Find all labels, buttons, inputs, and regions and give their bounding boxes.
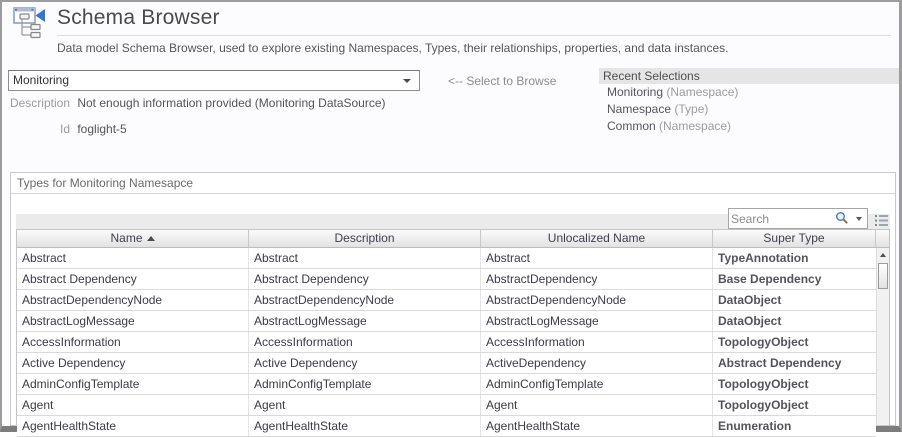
description-line bbox=[8, 96, 386, 110]
cell-name: AgentHealthState bbox=[17, 416, 249, 436]
cell-unlocalized-name: AccessInformation bbox=[481, 332, 713, 352]
recent-selection-item[interactable] bbox=[599, 118, 899, 135]
cell-super-type: Enumeration bbox=[718, 419, 792, 433]
cell-description: AccessInformation bbox=[249, 332, 481, 352]
types-table bbox=[16, 229, 890, 433]
cell-unlocalized-name: Agent bbox=[481, 395, 713, 415]
scroll-up-icon[interactable] bbox=[877, 248, 889, 262]
cell-unlocalized-name: AdminConfigTemplate bbox=[481, 374, 713, 394]
cell-unlocalized-name: AgentHealthState bbox=[481, 416, 713, 436]
search-input[interactable] bbox=[731, 210, 829, 227]
namespace-combobox[interactable] bbox=[8, 70, 420, 91]
recent-item-kind: (Type) bbox=[671, 102, 709, 116]
cell-description: AbstractLogMessage bbox=[249, 311, 481, 331]
cell-description: AbstractDependencyNode bbox=[249, 290, 481, 310]
search-options-arrow-icon[interactable] bbox=[856, 217, 862, 221]
cell-description: AdminConfigTemplate bbox=[249, 374, 481, 394]
header-filler bbox=[876, 230, 889, 248]
table-row[interactable] bbox=[17, 248, 876, 269]
cell-name: Abstract bbox=[17, 248, 249, 268]
table-row[interactable] bbox=[17, 269, 876, 290]
id-label: Id bbox=[59, 122, 70, 136]
table-header-row bbox=[17, 230, 889, 248]
cell-super-type: TopologyObject bbox=[718, 398, 809, 412]
cell-unlocalized-name: ActiveDependency bbox=[481, 353, 713, 373]
cell-name: Active Dependency bbox=[17, 353, 249, 373]
table-customizer-icon[interactable] bbox=[874, 214, 889, 227]
page-description: Data model Schema Browser, used to explore existing Namespaces, Types, their relationships, properties, and data instances. bbox=[57, 41, 729, 55]
recent-selection-item[interactable] bbox=[599, 84, 899, 101]
cell-description: Active Dependency bbox=[249, 353, 481, 373]
column-header-description[interactable]: Description bbox=[249, 230, 481, 248]
cell-super-type: DataObject bbox=[718, 314, 782, 328]
column-header-name[interactable] bbox=[17, 230, 249, 248]
table-row[interactable] bbox=[17, 332, 876, 353]
sort-ascending-icon bbox=[147, 236, 155, 241]
cell-unlocalized-name: Abstract bbox=[481, 248, 713, 268]
recent-item-kind: (Namespace) bbox=[655, 119, 732, 133]
cell-description: Abstract Dependency bbox=[249, 269, 481, 289]
recent-item-name: Namespace bbox=[607, 102, 672, 116]
column-header-label: Name bbox=[110, 231, 143, 245]
description-value: Not enough information provided (Monitoring DataSource) bbox=[77, 96, 386, 110]
description-label: Description bbox=[9, 96, 70, 110]
recent-selections-list bbox=[599, 84, 899, 135]
cell-description: AgentHealthState bbox=[249, 416, 481, 436]
combobox-value: Monitoring bbox=[13, 73, 70, 87]
cell-super-type: Base Dependency bbox=[718, 272, 822, 286]
cell-description: Abstract bbox=[249, 248, 481, 268]
recent-selection-item[interactable] bbox=[599, 101, 899, 118]
table-row[interactable] bbox=[17, 416, 876, 437]
cell-description: Agent bbox=[249, 395, 481, 415]
schema-browser-icon bbox=[12, 6, 46, 40]
cell-super-type: Abstract Dependency bbox=[718, 356, 842, 370]
cell-name: AbstractLogMessage bbox=[17, 311, 249, 331]
types-panel-title: Types for Monitoring Namesapce bbox=[11, 173, 895, 194]
recent-item-name: Common bbox=[607, 119, 656, 133]
types-table-body bbox=[17, 248, 889, 433]
id-value: foglight-5 bbox=[77, 122, 127, 136]
page-title: Schema Browser bbox=[57, 6, 220, 29]
cell-unlocalized-name: AbstractLogMessage bbox=[481, 311, 713, 331]
column-header-super-type[interactable]: Super Type bbox=[713, 230, 876, 248]
table-row[interactable] bbox=[17, 374, 876, 395]
recent-selections-header: Recent Selections bbox=[599, 68, 899, 84]
types-panel bbox=[10, 172, 896, 433]
cell-super-type: DataObject bbox=[718, 293, 782, 307]
recent-item-kind: (Namespace) bbox=[663, 85, 739, 99]
search-box[interactable] bbox=[728, 208, 868, 229]
recent-selections bbox=[599, 68, 899, 135]
vertical-scrollbar[interactable] bbox=[876, 248, 889, 425]
cell-super-type: TopologyObject bbox=[718, 377, 809, 391]
table-row[interactable] bbox=[17, 290, 876, 311]
cell-name: AbstractDependencyNode bbox=[17, 290, 249, 310]
cell-unlocalized-name: AbstractDependencyNode bbox=[481, 290, 713, 310]
cell-unlocalized-name: AbstractDependency bbox=[481, 269, 713, 289]
search-icon[interactable] bbox=[835, 211, 849, 225]
cell-name: AccessInformation bbox=[17, 332, 249, 352]
table-row[interactable] bbox=[17, 311, 876, 332]
id-line bbox=[8, 122, 127, 136]
cell-super-type: TopologyObject bbox=[718, 335, 809, 349]
chevron-down-icon[interactable] bbox=[403, 79, 411, 83]
cell-name: AdminConfigTemplate bbox=[17, 374, 249, 394]
column-header-unlocalized-name[interactable]: Unlocalized Name bbox=[481, 230, 713, 248]
title-divider bbox=[57, 35, 891, 36]
scrollbar-thumb[interactable] bbox=[878, 263, 888, 289]
select-to-browse-hint: <-- Select to Browse bbox=[448, 74, 557, 88]
cell-name: Abstract Dependency bbox=[17, 269, 249, 289]
table-row[interactable] bbox=[17, 353, 876, 374]
recent-item-name: Monitoring bbox=[607, 85, 664, 99]
cell-name: Agent bbox=[17, 395, 249, 415]
cell-super-type: TypeAnnotation bbox=[718, 251, 809, 265]
table-toolbar bbox=[16, 203, 890, 229]
types-panel-body bbox=[16, 195, 890, 433]
table-row[interactable] bbox=[17, 395, 876, 416]
